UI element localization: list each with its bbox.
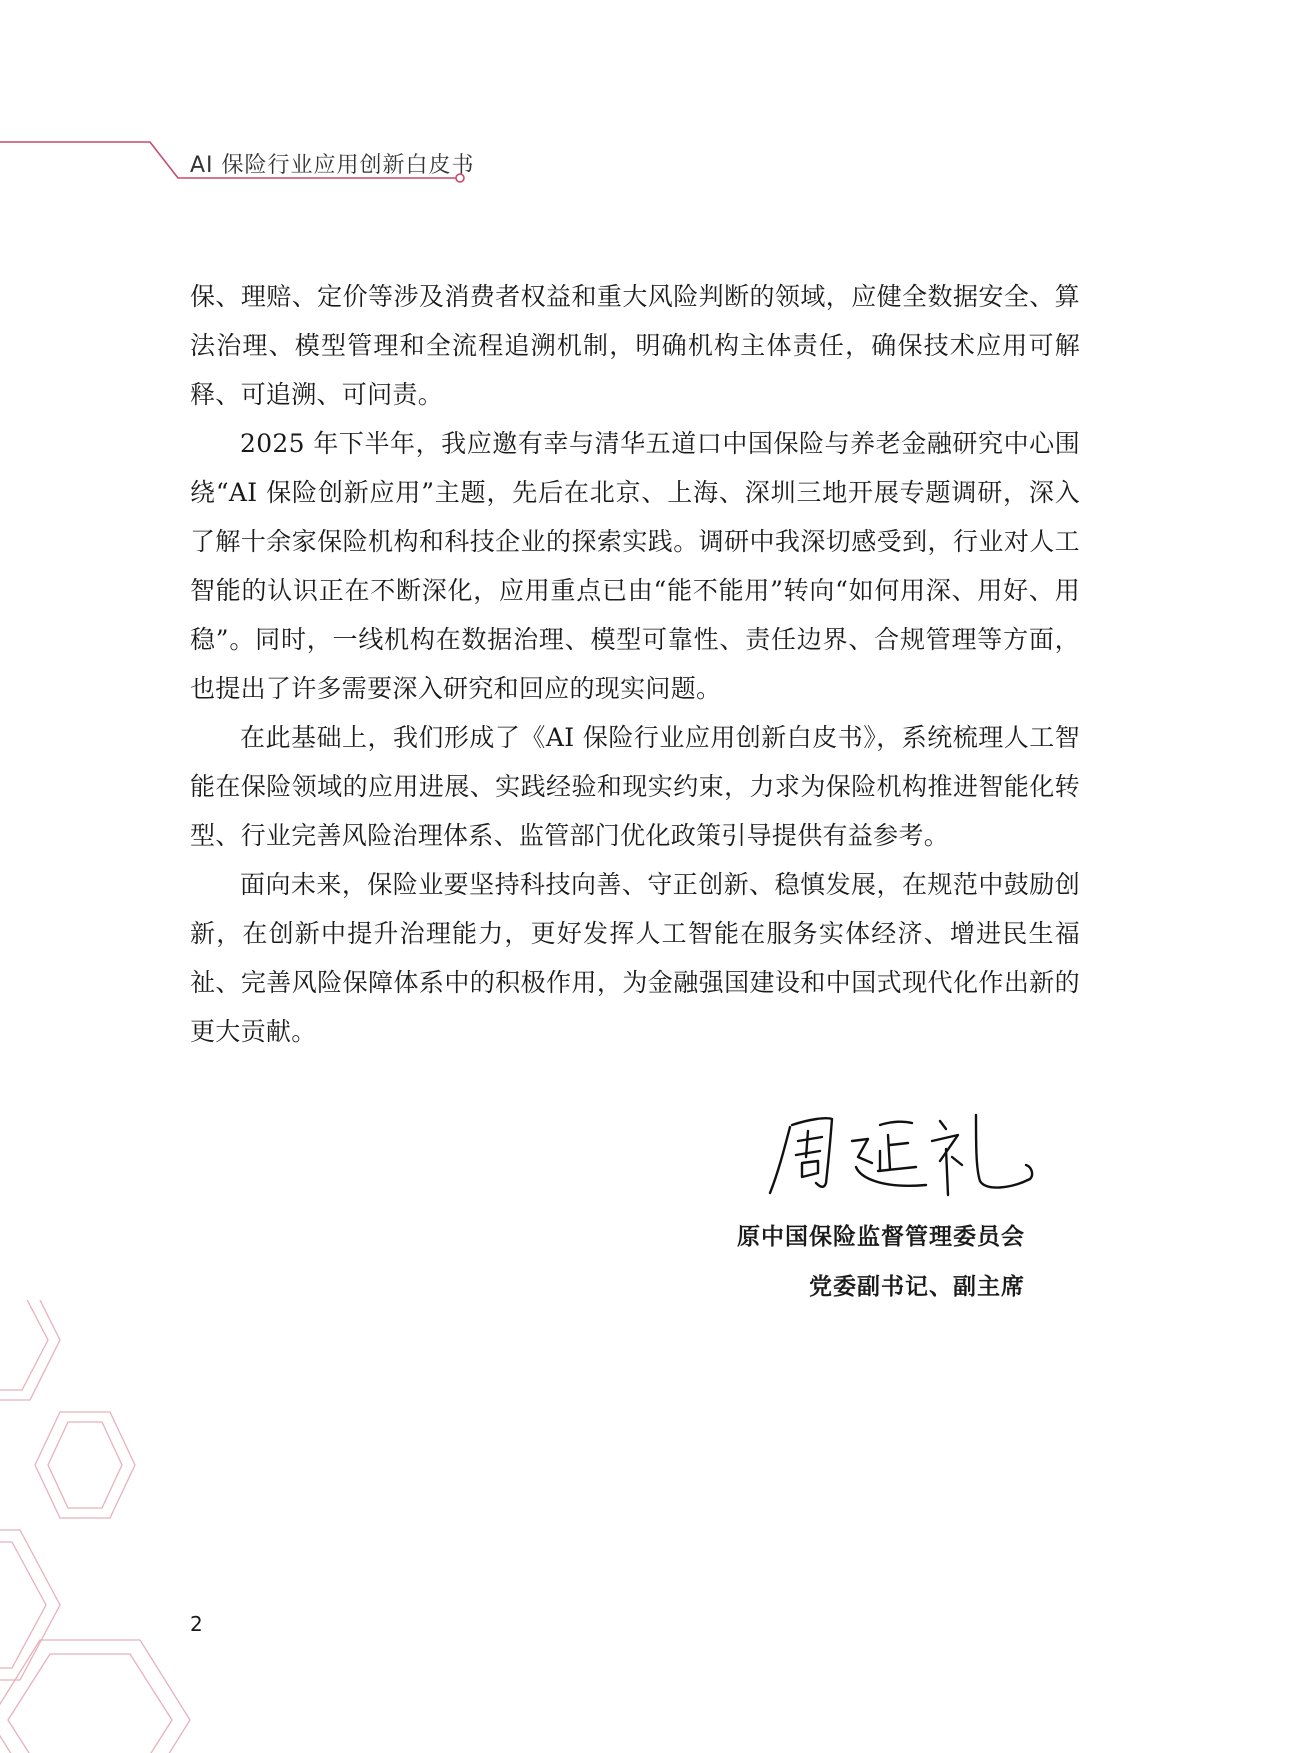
header-title: AI 保险行业应用创新白皮书 bbox=[190, 153, 475, 178]
paragraph-4: 面向未来，保险业要坚持科技向善、守正创新、稳慎发展，在规范中鼓励创新，在创新中提升治理能力，更好发挥人工智能在服务实体经济、增进民生福祉、完善风险保障体系中的积极作用，为金融强国建设和中国式现代化作出新的更大贡献。 bbox=[190, 870, 1080, 1046]
paragraph-2: 2025 年下半年，我应邀有幸与清华五道口中国保险与养老金融研究中心围绕“AI 保险创新应用”主题，先后在北京、上海、深圳三地开展专题调研，深入了解十余家保险机构和科技企业的探索实践。调研中我深切感受到，行业对人工智能的认识正在不断深化，应用重点已由“能不能用”转向“如何用深、用好、用稳”。同时，一线机构在数据治理、模型可靠性、责任边界、合规管理等方面，也提出了许多需要深入研究和回应的现实问题。 bbox=[190, 429, 1080, 703]
body-text bbox=[190, 272, 1080, 1056]
paragraph-1: 保、理赔、定价等涉及消费者权益和重大风险判断的领域，应健全数据安全、算法治理、模型管理和全流程追溯机制，明确机构主体责任，确保技术应用可解释、可追溯、可问责。 bbox=[190, 282, 1080, 409]
page-number: 2 bbox=[190, 1612, 203, 1636]
signature-organization: 原中国保险监督管理委员会 bbox=[737, 1224, 1025, 1250]
handwritten-signature bbox=[740, 1105, 1040, 1200]
signature-position: 党委副书记、副主席 bbox=[809, 1274, 1025, 1300]
paragraph-3: 在此基础上，我们形成了《AI 保险行业应用创新白皮书》，系统梳理人工智能在保险领域的应用进展、实践经验和现实约束，力求为保险机构推进智能化转型、行业完善风险治理体系、监管部门优化政策引导提供有益参考。 bbox=[190, 723, 1080, 850]
hexagon-pattern-icon bbox=[0, 1300, 240, 1753]
